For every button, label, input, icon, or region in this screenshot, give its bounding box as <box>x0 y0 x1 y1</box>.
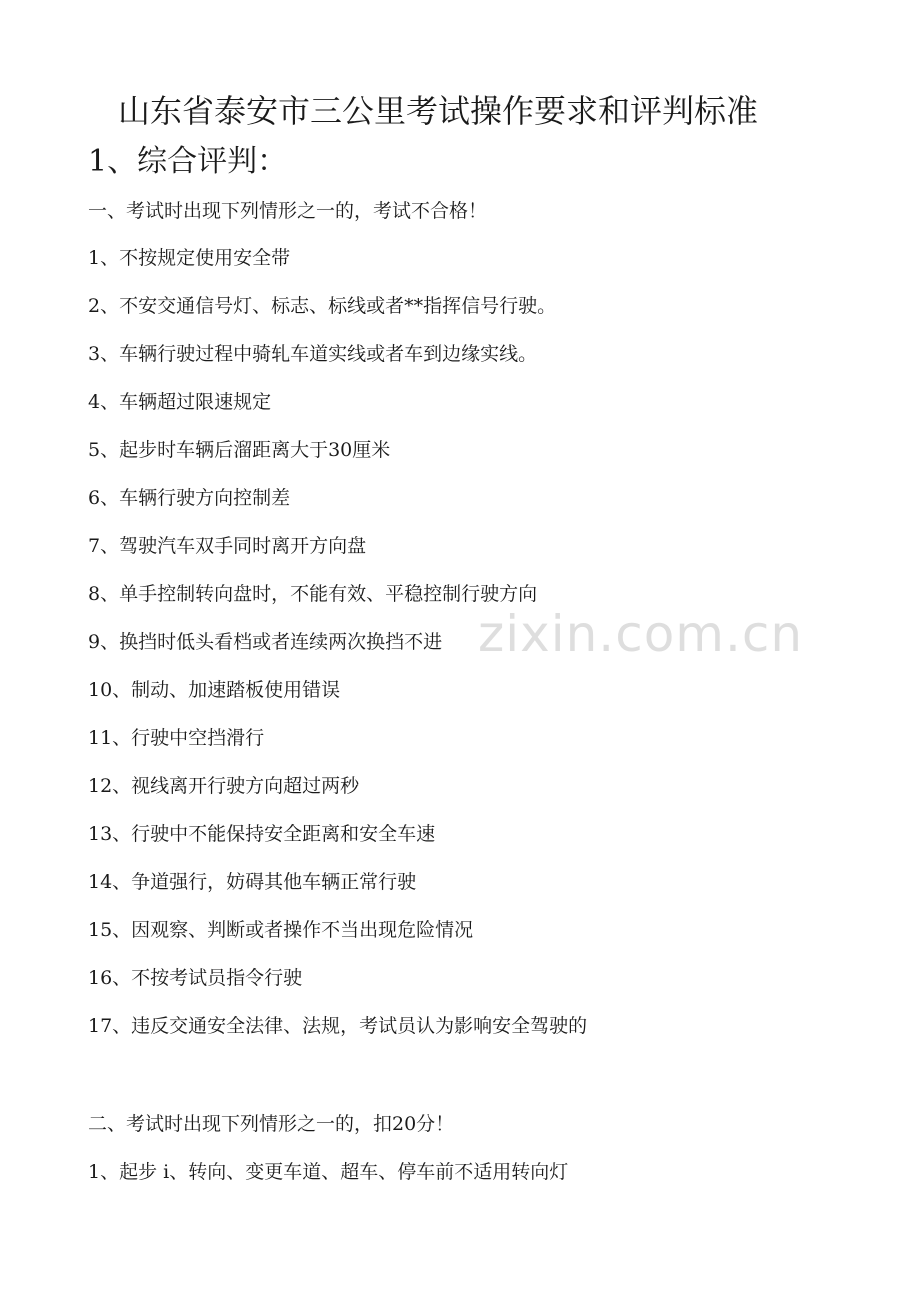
list-item: 1、起步 i、转向、变更车道、超车、停车前不适用转向灯 <box>88 1161 569 1183</box>
list-item: 6、车辆行驶方向控制差 <box>88 487 291 509</box>
watermark: zixin.com.cn <box>478 605 804 663</box>
list-item: 8、单手控制转向盘时，不能有效、平稳控制行驶方向 <box>88 583 538 605</box>
list-item: 9、换挡时低头看档或者连续两次换挡不进 <box>88 631 443 653</box>
list-item: 12、视线离开行驶方向超过两秒 <box>88 775 360 797</box>
list-item: 7、驾驶汽车双手同时离开方向盘 <box>88 535 367 557</box>
list-item: 3、车辆行驶过程中骑轧车道实线或者车到边缘实线。 <box>88 343 538 365</box>
part2-intro: 二、考试时出现下列情形之一的，扣20分！ <box>88 1113 455 1135</box>
list-item: 4、车辆超过限速规定 <box>88 391 272 413</box>
list-item: 5、起步时车辆后溜距离大于30厘米 <box>88 439 391 461</box>
list-item: 10、制动、加速踏板使用错误 <box>88 679 341 701</box>
list-item: 1、不按规定使用安全带 <box>88 247 291 269</box>
list-item: 14、争道强行，妨碍其他车辆正常行驶 <box>88 871 417 893</box>
list-item: 17、违反交通安全法律、法规，考试员认为影响安全驾驶的 <box>88 1015 588 1037</box>
document-title: 山东省泰安市三公里考试操作要求和评判标准 <box>118 92 759 130</box>
list-item: 13、行驶中不能保持安全距离和安全车速 <box>88 823 436 845</box>
part1-intro: 一、考试时出现下列情形之一的，考试不合格！ <box>88 200 488 222</box>
list-item: 16、不按考试员指令行驶 <box>88 967 303 989</box>
list-item: 11、行驶中空挡滑行 <box>88 727 265 749</box>
list-item: 2、不安交通信号灯、标志、标线或者**指挥信号行驶。 <box>88 295 557 317</box>
section-heading: 1、综合评判： <box>88 144 288 179</box>
list-item: 15、因观察、判断或者操作不当出现危险情况 <box>88 919 474 941</box>
